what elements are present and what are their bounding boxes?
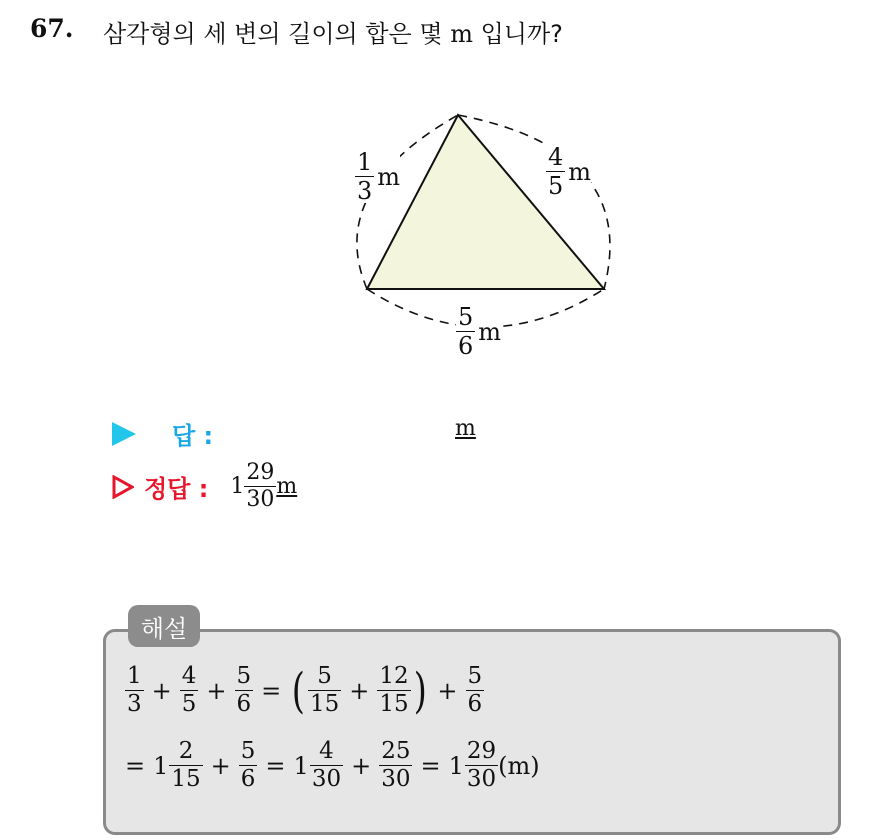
right-side-unit: m <box>568 157 592 186</box>
left-side-numerator: 1 <box>357 148 373 176</box>
equals-sign: = <box>265 751 286 780</box>
correct-answer-value <box>230 462 297 511</box>
solution-line-1 <box>125 662 484 719</box>
sol-unit: (m) <box>498 751 540 780</box>
correct-answer-numerator: 29 <box>246 460 275 485</box>
sol-frac-i-num: 4 <box>310 740 343 766</box>
sol-frac-a <box>125 665 144 716</box>
answer-unit: m <box>455 416 476 441</box>
question-suffix: 입니까? <box>480 20 563 48</box>
left-side-denominator: 3 <box>357 177 373 205</box>
plus-sign: + <box>206 676 227 705</box>
sol-frac-d-den: 15 <box>309 691 340 717</box>
sol-frac-j <box>379 740 412 791</box>
solution-tag: 해설 <box>128 605 200 647</box>
sol-frac-g <box>169 740 202 791</box>
sol-frac-b-den: 5 <box>181 691 197 717</box>
label-right-side <box>546 145 591 198</box>
plus-sign: + <box>349 676 370 705</box>
left-side-fraction <box>355 150 374 203</box>
correct-answer-row <box>112 462 297 511</box>
plus-sign: + <box>210 751 231 780</box>
sol-frac-i <box>310 740 343 791</box>
answer-label: 답 : <box>172 422 214 450</box>
sol-frac-h <box>239 740 258 791</box>
correct-answer-unit: m <box>276 474 298 499</box>
correct-answer-denominator: 30 <box>246 487 275 512</box>
sol-frac-g-den: 15 <box>171 766 201 792</box>
equals-sign: = <box>125 751 146 780</box>
right-side-numerator: 4 <box>548 143 564 171</box>
sol-frac-f-den: 6 <box>467 691 483 717</box>
plus-sign: + <box>351 751 372 780</box>
sol-frac-j-den: 30 <box>381 766 411 792</box>
sol-frac-g-num: 2 <box>169 740 202 766</box>
answer-row <box>112 416 213 451</box>
label-left-side <box>355 150 400 203</box>
sol-frac-b-num: 4 <box>181 663 197 689</box>
triangle-shape <box>367 115 604 289</box>
plus-sign: + <box>437 676 458 705</box>
bottom-side-unit: m <box>478 317 502 346</box>
sol-frac-k-den: 30 <box>466 766 497 792</box>
bottom-side-denominator: 6 <box>458 332 474 360</box>
sol-frac-e-num: 12 <box>379 663 409 689</box>
sol-frac-j-num: 25 <box>381 738 411 764</box>
sol-frac-e <box>377 665 410 716</box>
left-side-unit: m <box>377 162 401 191</box>
label-bottom-side <box>456 305 501 358</box>
sol-frac-i-den: 30 <box>311 766 342 792</box>
sol-whole-1: 1 <box>153 751 169 780</box>
sol-frac-k <box>465 740 498 791</box>
play-triangle-icon <box>112 422 136 446</box>
sol-frac-d-num: 5 <box>308 665 341 691</box>
solution-line-2 <box>125 740 540 791</box>
sol-frac-k-num: 29 <box>466 738 497 764</box>
question-unit: m <box>450 20 473 48</box>
sol-frac-c-num: 5 <box>236 663 252 689</box>
triangle-figure <box>0 0 884 400</box>
sol-whole-3: 1 <box>448 751 464 780</box>
question-body: 삼각형의 세 변의 길이의 합은 몇 <box>103 20 443 48</box>
correct-answer-label: 정답 : <box>144 475 209 503</box>
sol-frac-a-den: 3 <box>127 691 142 717</box>
sol-frac-h-num: 5 <box>240 738 256 764</box>
answer-unit-wrap <box>455 416 476 441</box>
sol-frac-e-den: 15 <box>379 691 409 717</box>
plus-sign: + <box>151 676 172 705</box>
bottom-side-fraction <box>456 305 475 358</box>
sol-whole-2: 1 <box>293 751 309 780</box>
sol-frac-c <box>235 665 254 716</box>
correct-answer-fraction <box>244 462 276 511</box>
right-side-denominator: 5 <box>548 172 564 200</box>
sol-frac-f <box>466 665 485 716</box>
sol-frac-f-num: 5 <box>467 663 483 689</box>
sol-frac-h-den: 6 <box>240 766 256 792</box>
question-number: 67. <box>30 14 74 43</box>
sol-frac-b <box>180 665 199 716</box>
outline-triangle-icon <box>112 475 134 499</box>
right-paren: ) <box>413 662 427 719</box>
equals-sign: = <box>261 676 282 705</box>
sol-frac-a-num: 1 <box>127 663 142 689</box>
correct-answer-whole: 1 <box>230 474 245 499</box>
right-side-fraction <box>546 145 565 198</box>
solution-box <box>103 629 841 835</box>
equals-sign: = <box>420 751 441 780</box>
sol-frac-d <box>308 665 341 716</box>
bottom-side-numerator: 5 <box>458 303 474 331</box>
left-paren: ( <box>292 662 306 719</box>
sol-frac-c-den: 6 <box>236 691 252 717</box>
